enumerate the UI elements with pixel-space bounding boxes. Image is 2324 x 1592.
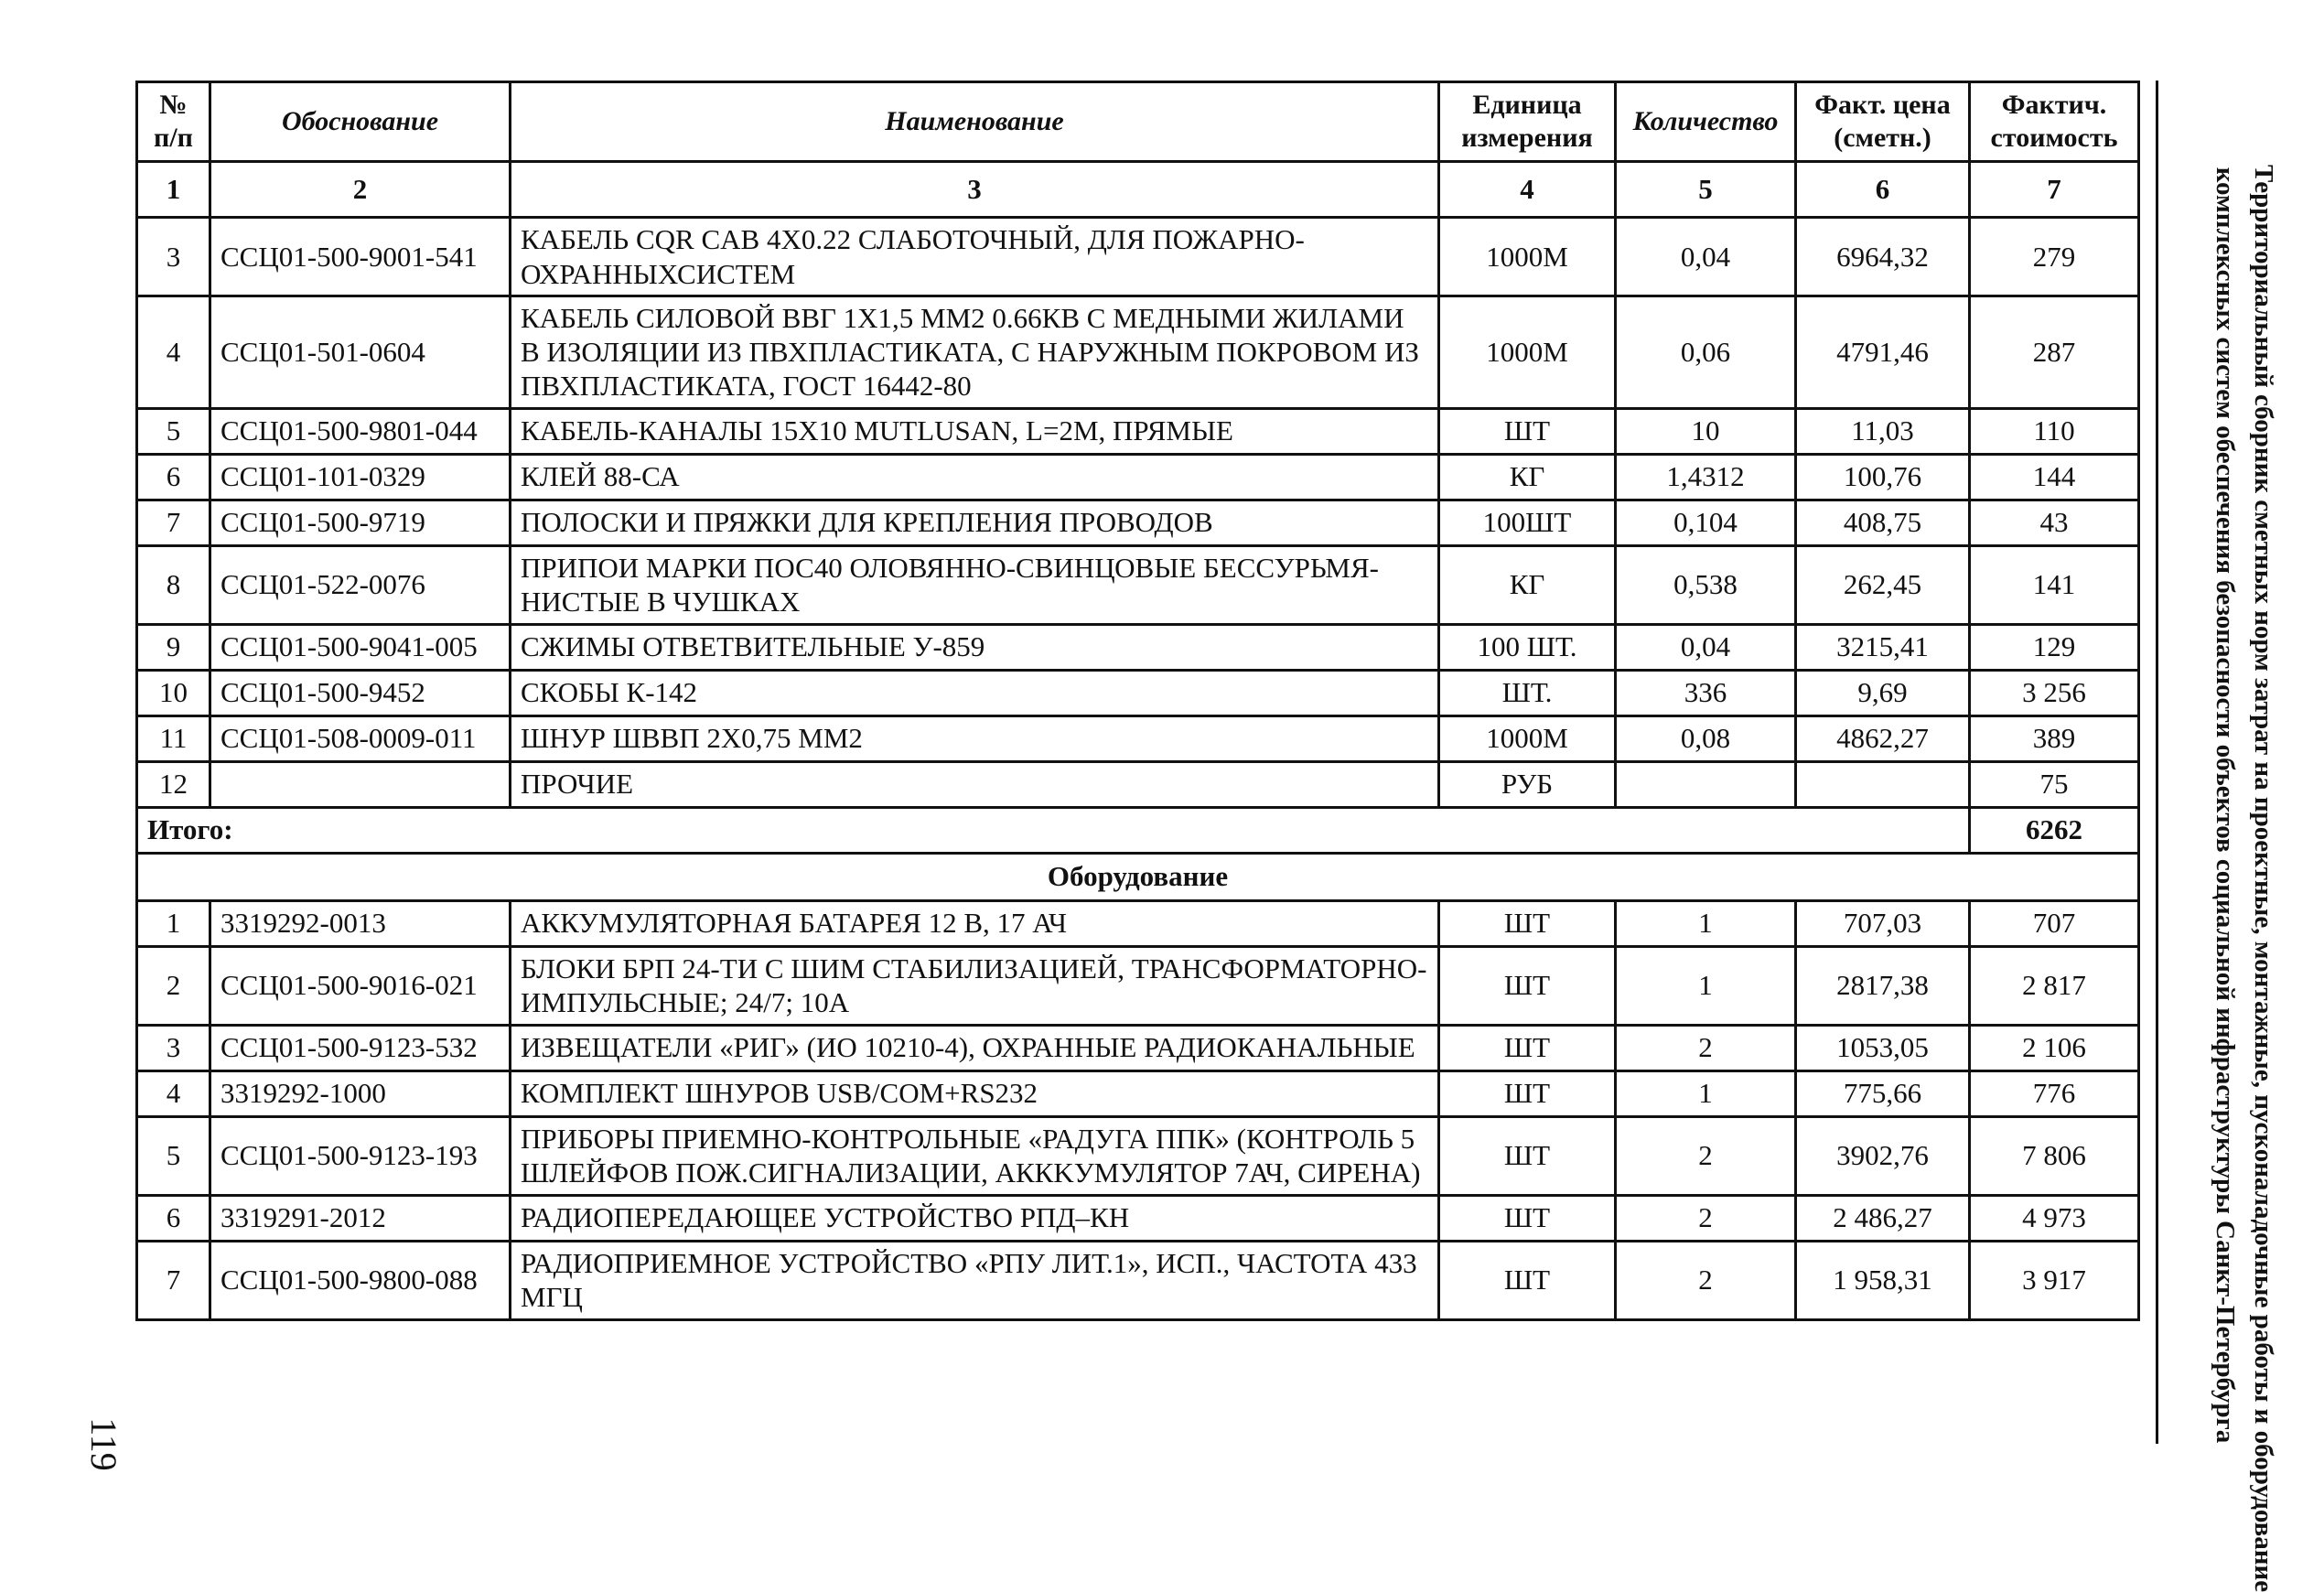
row-unit: КГ [1439,545,1616,624]
row-cost: 707 [1970,900,2139,946]
row-price: 6964,32 [1796,218,1970,296]
table-row [137,900,2139,946]
header-price: Факт. цена (сметн.) [1796,82,1970,162]
row-cost: 110 [1970,408,2139,454]
row-price: 408,75 [1796,500,1970,545]
row-unit: ШТ [1439,1116,1616,1195]
row-number: 8 [137,545,210,624]
column-number: 2 [210,162,511,218]
equipment-heading: Оборудование [137,853,2139,900]
total-label: Итого: [137,807,1970,853]
row-quantity: 0,104 [1616,500,1796,545]
row-unit: 100ШТ [1439,500,1616,545]
table-row [137,1116,2139,1195]
row-basis [210,761,511,807]
row-name: ШНУР ШВВП 2X0,75 ММ2 [511,715,1439,761]
table-row [137,946,2139,1025]
row-basis: ССЦ01-500-9801-044 [210,408,511,454]
row-quantity: 2 [1616,1025,1796,1070]
row-basis: ССЦ01-500-9016-021 [210,946,511,1025]
table-row [137,670,2139,715]
row-number: 2 [137,946,210,1025]
row-number: 7 [137,500,210,545]
row-price: 4791,46 [1796,296,1970,409]
row-cost: 3 256 [1970,670,2139,715]
row-quantity: 336 [1616,670,1796,715]
row-price: 707,03 [1796,900,1970,946]
row-number: 7 [137,1241,210,1319]
row-basis: ССЦ01-500-9001-541 [210,218,511,296]
row-price: 4862,27 [1796,715,1970,761]
row-number: 10 [137,670,210,715]
header-basis: Обоснование [210,82,511,162]
row-cost: 389 [1970,715,2139,761]
table-row [137,1070,2139,1116]
row-cost: 43 [1970,500,2139,545]
row-quantity: 2 [1616,1116,1796,1195]
row-price: 11,03 [1796,408,1970,454]
row-number: 6 [137,1195,210,1241]
row-unit: КГ [1439,454,1616,500]
row-basis: ССЦ01-522-0076 [210,545,511,624]
row-price: 9,69 [1796,670,1970,715]
header-row [137,82,2139,162]
row-basis: ССЦ01-501-0604 [210,296,511,409]
row-quantity: 2 [1616,1195,1796,1241]
row-unit: 1000М [1439,715,1616,761]
row-quantity: 1 [1616,946,1796,1025]
column-numbers-row [137,162,2139,218]
row-name: ПРИПОИ МАРКИ ПОС40 ОЛОВЯННО-СВИНЦОВЫЕ БЕССУРЬМЯ-НИСТЫЕ В ЧУШКАХ [511,545,1439,624]
table-row [137,761,2139,807]
column-number: 5 [1616,162,1796,218]
table-row [137,1241,2139,1319]
row-name: КАБЕЛЬ-КАНАЛЫ 15X10 MUTLUSAN, L=2M, ПРЯМЫЕ [511,408,1439,454]
row-cost: 4 973 [1970,1195,2139,1241]
row-cost: 3 917 [1970,1241,2139,1319]
row-unit: ШТ. [1439,670,1616,715]
row-unit: ШТ [1439,946,1616,1025]
column-number: 1 [137,162,210,218]
table-row [137,715,2139,761]
row-basis: ССЦ01-500-9452 [210,670,511,715]
side-rule [2156,81,2158,1444]
row-unit: 1000М [1439,218,1616,296]
row-number: 11 [137,715,210,761]
header-quantity: Количество [1616,82,1796,162]
row-basis: 3319291-2012 [210,1195,511,1241]
row-number: 4 [137,1070,210,1116]
total-row [137,807,2139,853]
row-cost: 2 106 [1970,1025,2139,1070]
row-basis: ССЦ01-500-9041-005 [210,624,511,670]
row-number: 4 [137,296,210,409]
table-row [137,624,2139,670]
row-quantity: 0,538 [1616,545,1796,624]
row-unit: 1000М [1439,296,1616,409]
column-number: 4 [1439,162,1616,218]
row-cost: 287 [1970,296,2139,409]
row-basis: ССЦ01-508-0009-011 [210,715,511,761]
row-unit: ШТ [1439,408,1616,454]
row-quantity [1616,761,1796,807]
row-name: СЖИМЫ ОТВЕТВИТЕЛЬНЫЕ У-859 [511,624,1439,670]
row-unit: ШТ [1439,1195,1616,1241]
header-num: № п/п [137,82,210,162]
row-price: 3902,76 [1796,1116,1970,1195]
table-row [137,218,2139,296]
row-cost: 129 [1970,624,2139,670]
row-quantity: 1 [1616,1070,1796,1116]
row-cost: 279 [1970,218,2139,296]
row-number: 3 [137,1025,210,1070]
row-name: КАБЕЛЬ СИЛОВОЙ ВВГ 1X1,5 ММ2 0.66КВ С МЕДНЫМИ ЖИЛАМИ В ИЗОЛЯЦИИ ИЗ ПВХПЛАСТИКАТА, С НАРУЖНЫМ ПОКРОВОМ ИЗ ПВХПЛАСТИКАТА, ГОСТ 16442-80 [511,296,1439,409]
row-cost: 141 [1970,545,2139,624]
row-number: 6 [137,454,210,500]
row-basis: ССЦ01-500-9123-193 [210,1116,511,1195]
table-row [137,500,2139,545]
row-name: КАБЕЛЬ CQR CAB 4X0.22 СЛАБОТОЧНЫЙ, ДЛЯ ПОЖАРНО-ОХРАННЫХСИСТЕМ [511,218,1439,296]
total-value: 6262 [1970,807,2139,853]
row-number: 1 [137,900,210,946]
row-cost: 2 817 [1970,946,2139,1025]
row-price: 1 958,31 [1796,1241,1970,1319]
row-basis: ССЦ01-500-9123-532 [210,1025,511,1070]
header-name: Наименование [511,82,1439,162]
row-basis: ССЦ01-500-9800-088 [210,1241,511,1319]
table-row [137,545,2139,624]
row-price: 2 486,27 [1796,1195,1970,1241]
row-quantity: 0,04 [1616,624,1796,670]
table-row [137,296,2139,409]
row-basis: 3319292-0013 [210,900,511,946]
table-row [137,408,2139,454]
row-number: 12 [137,761,210,807]
row-basis: 3319292-1000 [210,1070,511,1116]
row-unit: РУБ [1439,761,1616,807]
row-number: 9 [137,624,210,670]
row-price: 775,66 [1796,1070,1970,1116]
row-unit: ШТ [1439,1241,1616,1319]
row-quantity: 1 [1616,900,1796,946]
row-quantity: 10 [1616,408,1796,454]
row-quantity: 0,08 [1616,715,1796,761]
side-title [2182,165,2283,1592]
row-number: 5 [137,1116,210,1195]
row-unit: ШТ [1439,1025,1616,1070]
side-title-line-2: комплексных систем обеспечения безопасности объектов социальной инфраструктуры Санкт-Петербурга [2210,167,2240,1444]
header-unit: Единица измерения [1439,82,1616,162]
header-cost: Фактич. стоимость [1970,82,2139,162]
row-quantity: 2 [1616,1241,1796,1319]
row-name: СКОБЫ К-142 [511,670,1439,715]
row-number: 3 [137,218,210,296]
row-number: 5 [137,408,210,454]
section-heading-row [137,853,2139,900]
row-cost: 75 [1970,761,2139,807]
row-name: КОМПЛЕКТ ШНУРОВ USB/COM+RS232 [511,1070,1439,1116]
row-name: РАДИОПРИЕМНОЕ УСТРОЙСТВО «РПУ ЛИТ.1», ИСП., ЧАСТОТА 433 МГЦ [511,1241,1439,1319]
row-price: 2817,38 [1796,946,1970,1025]
table-row [137,1025,2139,1070]
side-title-line-1: Территориальный сборник сметных норм затрат на проектные, монтажные, пусконаладочные работы и оборудование [2249,165,2278,1592]
row-price [1796,761,1970,807]
row-cost: 776 [1970,1070,2139,1116]
column-number: 6 [1796,162,1970,218]
row-name: ИЗВЕЩАТЕЛИ «РИГ» (ИО 10210-4), ОХРАННЫЕ РАДИОКАНАЛЬНЫЕ [511,1025,1439,1070]
row-name: БЛОКИ БРП 24-ТИ С ШИМ СТАБИЛИЗАЦИЕЙ, ТРАНСФОРМАТОРНО-ИМПУЛЬСНЫЕ; 24/7; 10А [511,946,1439,1025]
table-row [137,1195,2139,1241]
row-unit: ШТ [1439,900,1616,946]
row-quantity: 0,04 [1616,218,1796,296]
row-name: АККУМУЛЯТОРНАЯ БАТАРЕЯ 12 В, 17 АЧ [511,900,1439,946]
row-name: КЛЕЙ 88-СА [511,454,1439,500]
row-price: 1053,05 [1796,1025,1970,1070]
estimate-table [135,81,2140,1321]
page-number: 119 [82,1417,124,1471]
row-cost: 7 806 [1970,1116,2139,1195]
row-price: 100,76 [1796,454,1970,500]
row-cost: 144 [1970,454,2139,500]
row-basis: ССЦ01-101-0329 [210,454,511,500]
row-quantity: 1,4312 [1616,454,1796,500]
row-name: ПОЛОСКИ И ПРЯЖКИ ДЛЯ КРЕПЛЕНИЯ ПРОВОДОВ [511,500,1439,545]
row-name: РАДИОПЕРЕДАЮЩЕЕ УСТРОЙСТВО РПД–КН [511,1195,1439,1241]
column-number: 3 [511,162,1439,218]
row-price: 262,45 [1796,545,1970,624]
column-number: 7 [1970,162,2139,218]
row-unit: 100 ШТ. [1439,624,1616,670]
row-name: ПРОЧИЕ [511,761,1439,807]
row-basis: ССЦ01-500-9719 [210,500,511,545]
table-row [137,454,2139,500]
row-name: ПРИБОРЫ ПРИЕМНО-КОНТРОЛЬНЫЕ «РАДУГА ППК» (КОНТРОЛЬ 5 ШЛЕЙФОВ ПОЖ.СИГНАЛИЗАЦИИ, АККKУМУЛЯТОР 7АЧ, СИРЕНА) [511,1116,1439,1195]
row-unit: ШТ [1439,1070,1616,1116]
row-price: 3215,41 [1796,624,1970,670]
row-quantity: 0,06 [1616,296,1796,409]
